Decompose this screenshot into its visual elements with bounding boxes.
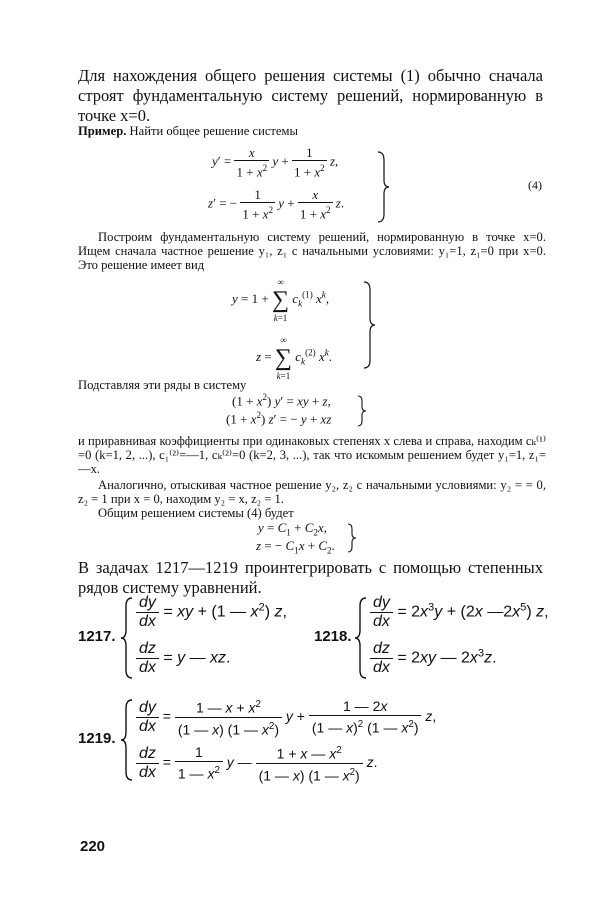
system-4-brace	[376, 150, 390, 224]
paragraph-1: Построим фундаментальную систему решений, нормированную в точке x=0. Ищем сначала частное решение y₁, z₁ с начальными условиями: y₁=1, z₁=0 при x=0. Это решение имеет вид	[78, 230, 546, 273]
task-1219-eq1: $\frac{dy}{dx}$ = $\frac{1 — x + x^2}{(1 — x) (1 — x^2)}$ y + $\frac{1 — 2x}{(1 — x)^2 (1 — x^2)}$ z,	[136, 696, 436, 738]
task-1217-label: 1217.	[78, 628, 116, 645]
general-solution-y: $y = C_1 + C_2x$,	[258, 520, 327, 538]
general-solution-brace	[346, 522, 358, 554]
task-1218-eq2: $\frac{dz}{dx}$ = 2xy — $2x^3z$.	[370, 640, 497, 677]
task-1218-label: 1218.	[314, 628, 352, 645]
paragraph-3: и приравнивая коэффициенты при одинаковых степенях x слева и справа, находим cₖ⁽¹⁾=0 (k=1, 2, ...), c₁⁽²⁾=—1, cₖ⁽²⁾=0 (k=2, 3, ...), так что искомым решением будет y₁=1, z₁=—x.	[78, 434, 546, 477]
series-brace	[362, 280, 376, 370]
example-label: Пример.	[78, 124, 127, 138]
example-line	[78, 124, 546, 138]
subst-brace	[356, 394, 368, 428]
paragraph-5: Общим решением системы (4) будет	[98, 506, 294, 520]
task-1218-eq1: $\frac{dy}{dx}$ = $2x^3y + (2x$ $—2x^5$) z,	[370, 594, 549, 631]
eq-number-4: (4)	[528, 178, 542, 192]
task-1219-label: 1219.	[78, 730, 116, 747]
intro-paragraph: Для нахождения общего решения системы (1) обычно сначала строят фундаментальную систему решений, нормированную в точке x=0.	[78, 66, 543, 125]
task-1217-eq2: $\frac{dz}{dx}$ = y — xz.	[136, 640, 230, 677]
tasks-intro: В задачах 1217—1219 проинтегрировать с помощью степенных рядов систему уравнений.	[78, 558, 543, 597]
task-1219-eq2: $\frac{dz}{dx}$ = $\frac{1}{1 — x^2}$ y — $\frac{1 + x — x^2}{(1 — x) (1 — x^2)}$ z.	[136, 742, 378, 784]
series-y: y = 1 + ∞ ∑ k=1 $c_k^{(1)}$ $x^k$,	[232, 277, 330, 323]
task-1218-brace	[354, 596, 368, 680]
paragraph-4: Аналогично, отыскивая частное решение y₂, z₂ с начальными условиями: y₂ = = 0, z₂ = 1 при x = 0, находим y₂ = x, z₂ = 1.	[78, 478, 546, 507]
task-1219-brace	[120, 698, 134, 782]
general-solution-z: z = − $C_1x + C_2$.	[256, 538, 335, 556]
task-1217-eq1: $\frac{dy}{dx}$ = xy + (1 — $x^2$) z,	[136, 594, 287, 631]
subst-eq2: $(1 + x^2)$ z′ = − y + xz	[226, 410, 332, 427]
subst-eq1: $(1 + x^2)$ y′ = xy + z,	[232, 392, 331, 409]
system-4-eq2: z′ = − $\frac{1}{1 + x^2}$ y + $\frac{x}{1 + x^2}$ z.	[208, 187, 345, 222]
example-text: Найти общее решение системы	[129, 124, 298, 138]
task-1217-brace	[120, 596, 134, 680]
page-number: 220	[80, 838, 106, 855]
system-4-eq1: y′ = $\frac{x}{1 + x^2}$ y + $\frac{1}{1 + x^2}$ z,	[212, 145, 339, 180]
series-z: z = ∞ ∑ k=1 $c_k^{(2)}$ $x^k$.	[256, 335, 333, 381]
paragraph-2: Подставляя эти ряды в систему	[78, 378, 247, 392]
